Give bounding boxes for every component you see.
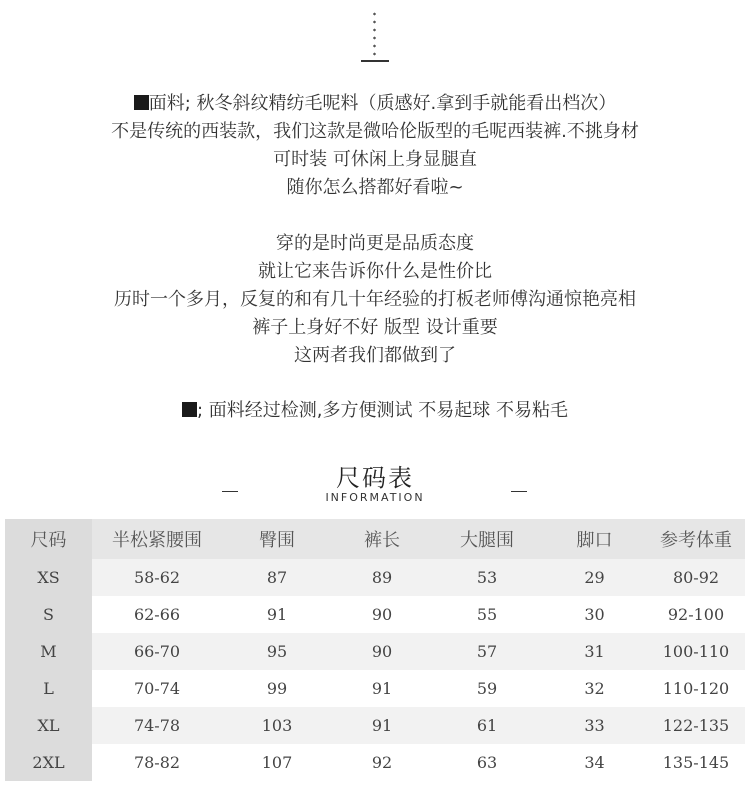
header-cell-hem: 脚口: [576, 530, 613, 551]
table-cell: 57: [476, 642, 498, 661]
table-cell: 70-74: [133, 679, 181, 698]
size-table: [5, 519, 745, 781]
size-cell: XS: [5, 559, 92, 596]
table-cell: 30: [584, 605, 605, 624]
divider-bar: [361, 60, 389, 62]
square-bullet-icon: [182, 402, 197, 417]
table-cell: 91: [371, 679, 393, 698]
description-line: 就让它来告诉你什么是性价比: [258, 261, 492, 282]
table-cell: 92: [371, 753, 393, 772]
header-cell-weight: 参考体重: [660, 530, 732, 551]
square-bullet-icon: [134, 95, 149, 110]
table-cell: 92-100: [667, 605, 725, 624]
table-cell: 95: [266, 642, 288, 661]
size-cell: L: [5, 670, 92, 707]
table-cell: 31: [584, 642, 605, 661]
table-cell: 87: [266, 568, 288, 587]
table-row: [5, 744, 745, 781]
size-chart-title: 尺码表: [336, 464, 414, 492]
header-cell-hip: 臀围: [259, 530, 295, 551]
product-description: [0, 90, 750, 370]
header-cell-length: 裤长: [364, 530, 400, 551]
top-ornament: [0, 8, 750, 68]
header-cell-thigh: 大腿围: [460, 530, 514, 551]
table-cell: 63: [476, 753, 498, 772]
table-cell: 100-110: [662, 642, 730, 661]
description-line: 这两者我们都做到了: [294, 345, 456, 366]
header-cell-size: 尺码: [5, 519, 92, 559]
size-cell: S: [5, 596, 92, 633]
table-row: [5, 596, 745, 633]
size-chart-subtitle: INFORMATION: [325, 491, 425, 504]
description-line: 穿的是时尚更是品质态度: [276, 233, 474, 254]
description-line: 面料; 秋冬斜纹精纺毛呢料（质感好.拿到手就能看出档次）: [0, 90, 750, 118]
table-cell: 89: [371, 568, 393, 587]
header-cell-waist: 半松紧腰围: [112, 530, 202, 551]
table-cell: 107: [261, 753, 293, 772]
table-cell: 32: [584, 679, 605, 698]
table-cell: 91: [266, 605, 288, 624]
table-row: [5, 633, 745, 670]
table-cell: 53: [476, 568, 498, 587]
fabric-notice-text: ; 面料经过检测,多方便测试 不易起球 不易粘毛: [197, 400, 568, 421]
table-cell: 62-66: [133, 605, 181, 624]
paragraph-gap: [0, 202, 750, 230]
table-cell: 122-135: [662, 716, 730, 735]
table-cell: 78-82: [133, 753, 181, 772]
title-dash-right: [511, 491, 527, 492]
description-line: 可时装 可休闲上身显腿直: [273, 149, 477, 170]
dotted-line-decoration: [373, 10, 376, 58]
fabric-notice: [0, 397, 750, 425]
table-cell: 91: [371, 716, 393, 735]
table-cell: 90: [371, 642, 393, 661]
description-line: 随你怎么搭都好看啦~: [286, 177, 464, 198]
table-row: [5, 670, 745, 707]
table-cell: 29: [584, 568, 605, 587]
table-row: [5, 559, 745, 596]
table-cell: 61: [476, 716, 498, 735]
description-line: 裤子上身好不好 版型 设计重要: [252, 317, 498, 338]
size-cell: XL: [5, 707, 92, 744]
table-cell: 33: [584, 716, 605, 735]
table-cell: 74-78: [133, 716, 181, 735]
table-cell: 80-92: [672, 568, 720, 587]
size-cell: 2XL: [5, 744, 92, 781]
size-cell: M: [5, 633, 92, 670]
table-row: [5, 707, 745, 744]
table-header-row: [5, 519, 745, 559]
table-cell: 66-70: [133, 642, 181, 661]
table-cell: 34: [584, 753, 605, 772]
table-cell: 90: [371, 605, 393, 624]
table-cell: 110-120: [662, 679, 730, 698]
table-cell: 55: [476, 605, 498, 624]
size-chart-heading: [0, 458, 750, 508]
table-cell: 99: [266, 679, 288, 698]
table-cell: 103: [261, 716, 293, 735]
table-cell: 59: [476, 679, 498, 698]
description-line: 历时一个多月，反复的和有几十年经验的打板老师傅沟通惊艳亮相: [114, 289, 636, 310]
table-cell: 58-62: [133, 568, 181, 587]
description-line: 不是传统的西装款，我们这款是微哈伦版型的毛呢西装裤.不挑身材: [111, 121, 639, 142]
table-cell: 135-145: [662, 753, 730, 772]
